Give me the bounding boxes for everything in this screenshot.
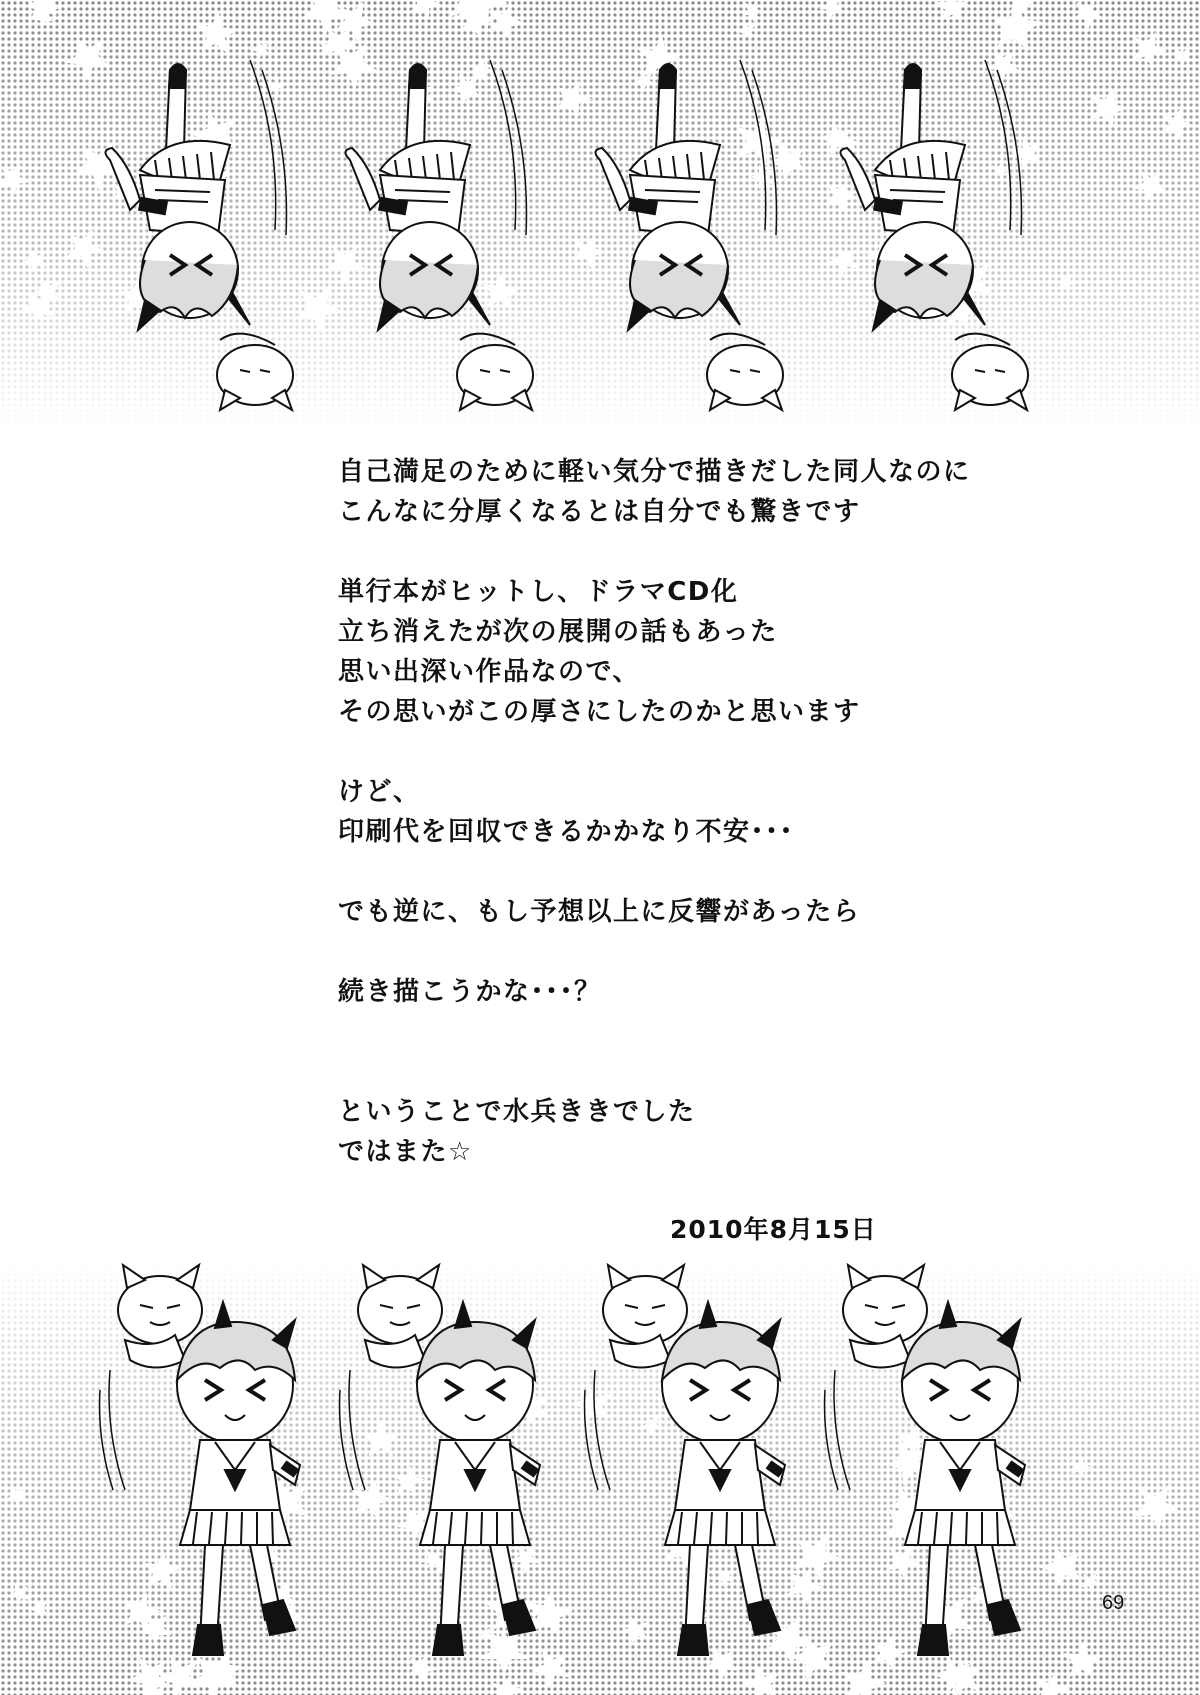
text-line: けど、 — [338, 777, 421, 807]
page-number: 69 — [1102, 1592, 1125, 1614]
text-line: 立ち消えたが次の展開の話もあった — [338, 617, 778, 647]
text-line: 単行本がヒットし、ドラマCD化 — [338, 577, 739, 607]
falling-girl-and-cat-icon — [595, 60, 783, 410]
text-line: こんなに分厚くなるとは自分でも驚きです — [338, 497, 861, 527]
running-girl-and-cat-icon — [100, 1265, 300, 1655]
text-line: 自己満足のために軽い気分で描きだした同人なのに — [338, 457, 971, 487]
running-girl-and-cat-icon — [825, 1265, 1025, 1655]
top-illustration-band — [0, 0, 1200, 430]
text-line: その思いがこの厚さにしたのかと思います — [338, 697, 861, 727]
falling-girl-and-cat-icon — [840, 60, 1028, 410]
falling-girl-and-cat-icon — [105, 60, 293, 410]
running-girl-and-cat-icon — [585, 1265, 785, 1655]
afterword-text — [338, 452, 971, 1172]
falling-girl-and-cat-icon — [345, 60, 533, 410]
bottom-illustration-band — [0, 1260, 1200, 1695]
date-stamp: 2010年8月15日 — [670, 1215, 877, 1244]
text-line: 印刷代を回収できるかかなり不安･･･ — [338, 817, 795, 847]
text-line: 続き描こうかな･･･？ — [338, 977, 602, 1007]
text-line: ではまた☆ — [338, 1137, 473, 1167]
text-line: 思い出深い作品なので、 — [338, 657, 640, 687]
text-line: でも逆に、もし予想以上に反響があったら — [338, 897, 861, 927]
running-girl-and-cat-icon — [340, 1265, 540, 1655]
text-line: ということで水兵ききでした — [338, 1097, 696, 1127]
